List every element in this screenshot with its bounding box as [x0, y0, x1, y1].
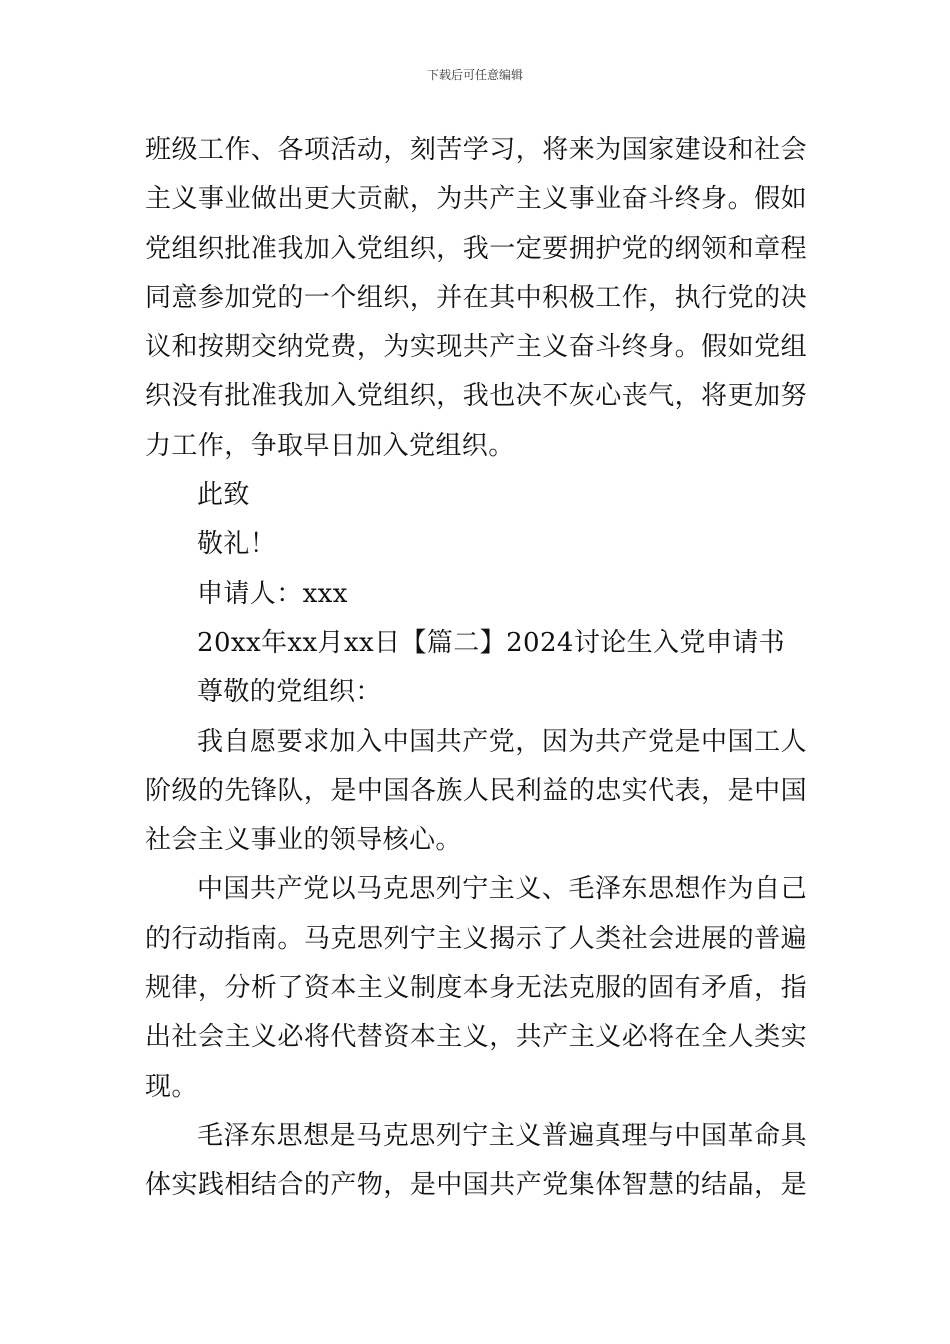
text-line: 中国共产党以马克思列宁主义、毛泽东思想作为自己 — [197, 874, 807, 905]
text-line: 现。 — [145, 1071, 198, 1102]
text-line: 主义事业做出更大贡献，为共产主义事业奋斗终身。假如 — [145, 184, 807, 215]
text-line: 敬礼！ — [197, 529, 277, 560]
document-body — [145, 126, 807, 1211]
text-line: 的行动指南。马克思列宁主义揭示了人类社会进展的普遍 — [145, 923, 807, 954]
text-line: 出社会主义必将代替资本主义，共产主义必将在全人类实 — [145, 1022, 807, 1053]
text-line: 同意参加党的一个组织，并在其中积极工作，执行党的决 — [145, 282, 807, 313]
text-line: 议和按期交纳党费，为实现共产主义奋斗终身。假如党组 — [145, 332, 807, 363]
text-line: 体实践相结合的产物，是中国共产党集体智慧的结晶，是 — [145, 1170, 807, 1201]
text-line: 织没有批准我加入党组织，我也决不灰心丧气，将更加努 — [145, 381, 807, 412]
header-note: 下载后可任意编辑 — [426, 68, 523, 82]
text-line: 规律，分析了资本主义制度本身无法克服的固有矛盾，指 — [145, 973, 807, 1004]
text-line: 我自愿要求加入中国共产党，因为共产党是中国工人 — [197, 726, 807, 757]
text-line: 毛泽东思想是马克思列宁主义普遍真理与中国革命具 — [197, 1120, 807, 1151]
text-line: 此致 — [197, 480, 250, 511]
text-line: 社会主义事业的领导核心。 — [145, 825, 462, 856]
text-line: 力工作，争取早日加入党组织。 — [145, 430, 515, 461]
text-line: 尊敬的党组织： — [197, 677, 382, 708]
text-line: 阶级的先锋队，是中国各族人民利益的忠实代表，是中国 — [145, 775, 807, 806]
text-line: 20xx年xx月xx日【篇二】2024讨论生入党申请书 — [197, 627, 786, 658]
text-line: 党组织批准我加入党组织，我一定要拥护党的纲领和章程 — [145, 233, 807, 264]
text-line: 申请人：xxx — [197, 578, 348, 609]
text-line: 班级工作、各项活动，刻苦学习，将来为国家建设和社会 — [145, 135, 807, 165]
